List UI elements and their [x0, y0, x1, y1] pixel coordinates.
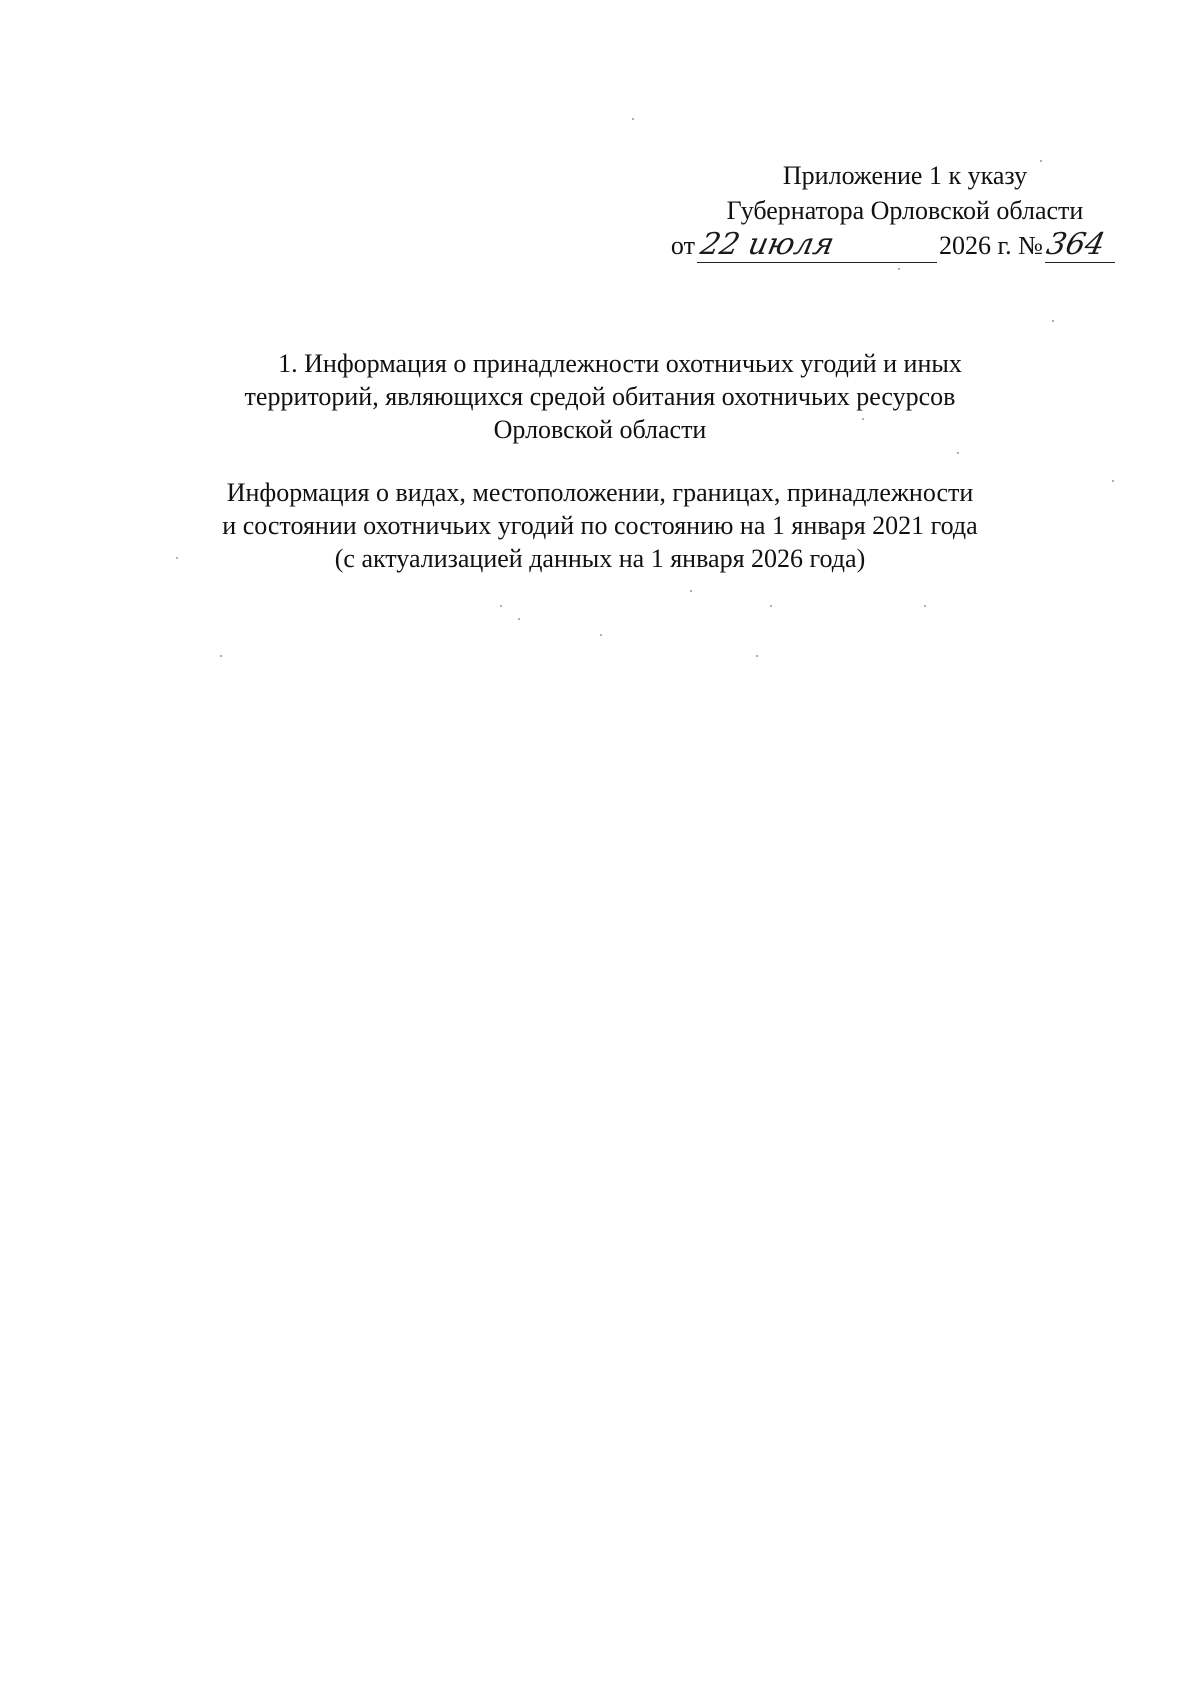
handwritten-number: 364: [1043, 227, 1109, 262]
scan-speck: [770, 605, 772, 607]
subtitle-line-3: (с актуализацией данных на 1 января 2026 года): [334, 544, 866, 573]
scan-speck: [500, 605, 502, 607]
date-blank: [697, 227, 937, 263]
scan-speck: [957, 452, 959, 454]
section-title-line-3: Орловской области: [493, 415, 707, 444]
handwritten-date: 22 июля: [697, 227, 838, 262]
scan-speck: [1112, 480, 1114, 482]
annex-header: [655, 158, 1115, 263]
section-title-line-2: территорий, являющихся средой обитания охотничьих ресурсов: [244, 382, 956, 411]
scan-speck: [600, 634, 602, 636]
section-title: [150, 347, 1050, 446]
scan-speck: [924, 605, 926, 607]
annex-line-1: Приложение 1 к указу: [782, 161, 1028, 190]
scan-speck: [1040, 160, 1042, 162]
scan-speck: [632, 118, 634, 120]
annex-line-2: Губернатора Орловской области: [726, 196, 1084, 225]
number-blank: [1043, 227, 1115, 263]
section-title-line-1: 1. Информация о принадлежности охотничьих угодий и иных: [278, 349, 962, 378]
scan-speck: [176, 557, 178, 559]
annex-year: 2026 г. №: [938, 231, 1043, 260]
scan-speck: [690, 590, 692, 592]
annex-prefix: от: [670, 231, 695, 260]
scan-speck: [220, 655, 222, 657]
scan-speck: [898, 268, 900, 270]
scan-speck: [862, 418, 864, 420]
scan-speck: [756, 655, 758, 657]
scan-speck: [1052, 320, 1054, 322]
subtitle-line-1: Информация о видах, местоположении, границах, принадлежности: [226, 478, 974, 507]
scan-speck: [518, 618, 520, 620]
annex-date-line: [655, 228, 1115, 263]
subtitle-line-2: и состоянии охотничьих угодий по состоянию на 1 января 2021 года: [222, 511, 978, 540]
subtitle: [150, 476, 1050, 575]
